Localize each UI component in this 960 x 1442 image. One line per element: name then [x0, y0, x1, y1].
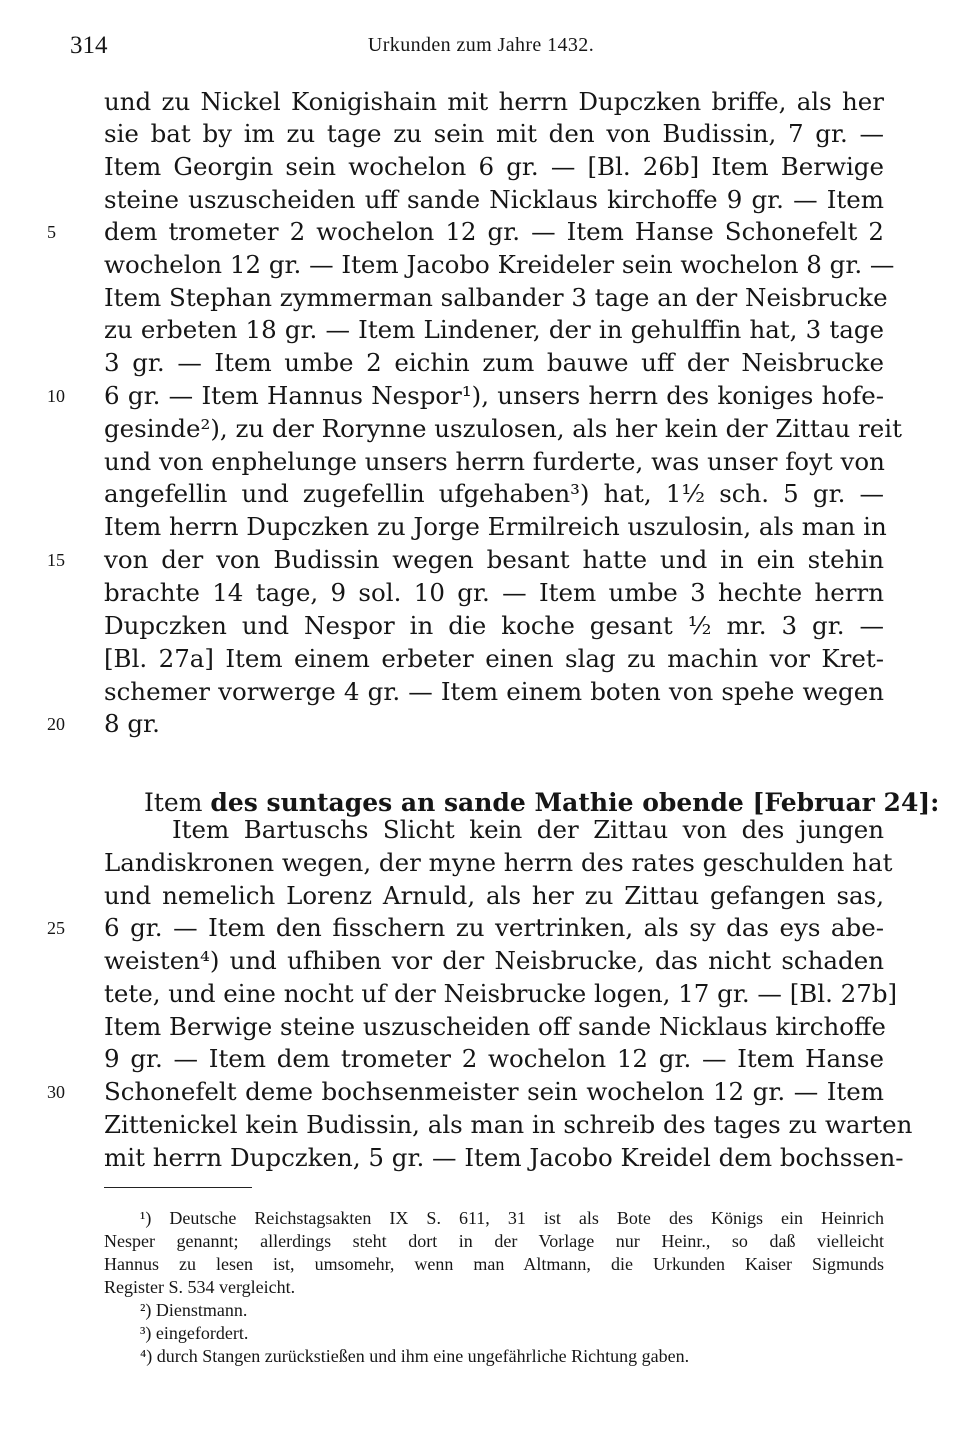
text-line: schemer vorwerge 4 gr. — Item einem boten von spehe wegen: [104, 677, 884, 706]
text-line: und zu Nickel Konigishain mit herrn Dupczken briffe, als her: [104, 87, 884, 116]
footnote-line: ³) eingefordert.: [140, 1323, 249, 1343]
footnote-line: Nesper genannt; allerdings steht dort in der Vorlage nur Heinr., so daß vielleicht: [104, 1231, 884, 1251]
line-number: 25: [47, 918, 65, 938]
running-head: Urkunden zum Jahre 1432.: [367, 34, 595, 56]
text-line: 3 gr. — Item umbe 2 eichin zum bauwe uff der Neisbrucke: [104, 348, 884, 377]
text-line: sie bat by im zu tage zu sein mit den von Budissin, 7 gr. —: [104, 119, 884, 148]
section-heading-title: des suntages an sande Mathie obende [Februar 24]:: [210, 788, 940, 817]
line-number: 5: [47, 222, 56, 242]
text-line: 6 gr. — Item Hannus Nespor¹), unsers herrn des koniges hofe-: [104, 381, 884, 410]
text-line: zu erbeten 18 gr. — Item Lindener, der in gehulffin hat, 3 tage: [104, 315, 884, 344]
text-line: Item Georgin sein wochelon 6 gr. — [Bl. 26b] Item Berwige: [104, 152, 884, 181]
text-line: [Bl. 27a] Item einem erbeter einen slag zu machin vor Kret-: [104, 644, 884, 673]
text-line: und nemelich Lorenz Arnuld, als her zu Zittau gefangen sas,: [104, 881, 884, 910]
footnote-line: ²) Dienstmann.: [140, 1300, 248, 1320]
footnote-line: ¹) Deutsche Reichstagsakten IX S. 611, 31 ist als Bote des Königs ein Heinrich: [140, 1208, 884, 1228]
page-number: 314: [70, 32, 108, 59]
text-line: Schonefelt deme bochsenmeister sein wochelon 12 gr. — Item: [104, 1077, 884, 1106]
text-line: wochelon 12 gr. — Item Jacobo Kreideler sein wochelon 8 gr. —: [104, 250, 895, 279]
text-line: tete, und eine nocht uf der Neisbrucke logen, 17 gr. — [Bl. 27b]: [104, 979, 898, 1008]
text-line: angefellin und zugefellin ufgehaben³) hat, 1½ sch. 5 gr. —: [104, 479, 884, 508]
text-line: brachte 14 tage, 9 sol. 10 gr. — Item umbe 3 hechte herrn: [104, 578, 884, 607]
text-line: weisten⁴) und ufhiben vor der Neisbrucke, das nicht schaden: [104, 946, 884, 975]
text-line: Zittenickel kein Budissin, als man in schreib des tages zu warten: [104, 1110, 913, 1139]
text-line: gesinde²), zu der Rorynne uszulosen, als her kein der Zittau reit: [104, 414, 902, 443]
line-number: 10: [47, 386, 65, 406]
text-line: mit herrn Dupczken, 5 gr. — Item Jacobo Kreidel dem bochssen-: [104, 1143, 904, 1172]
text-line: dem trometer 2 wochelon 12 gr. — Item Hanse Schonefelt 2: [104, 217, 884, 246]
line-number: 15: [47, 550, 65, 570]
text-line: 6 gr. — Item den fisschern zu vertrinken, als sy das eys abe-: [104, 913, 884, 942]
text-line: und von enphelunge unsers herrn furderte, was unser foyt von: [104, 447, 885, 476]
text-line: von der von Budissin wegen besant hatte und in ein stehin: [104, 545, 884, 574]
text-line: Dupczken und Nespor in die koche gesant ½ mr. 3 gr. —: [104, 611, 884, 640]
text-line: Item Berwige steine uszuscheiden off sande Nicklaus kirchoffe: [104, 1012, 886, 1041]
line-number: 30: [47, 1082, 65, 1102]
text-line: 9 gr. — Item dem trometer 2 wochelon 12 gr. — Item Hanse: [104, 1044, 884, 1073]
footnote-line: Hannus zu lesen ist, umsomehr, wenn man Altmann, die Urkunden Kaiser Sigmunds: [104, 1254, 884, 1274]
footnote-divider: [104, 1187, 252, 1188]
footnote-line: ⁴) durch Stangen zurückstießen und ihm eine ungefährliche Richtung gaben.: [140, 1346, 690, 1366]
line-number: 20: [47, 714, 65, 734]
text-line: Landiskronen wegen, der myne herrn des rates geschulden hat: [104, 848, 893, 877]
text-line: steine uszuscheiden uff sande Nicklaus kirchoffe 9 gr. — Item: [104, 185, 884, 214]
section-heading-prefix: Item: [144, 788, 211, 817]
text-line: 8 gr.: [104, 709, 160, 738]
text-line: Item Stephan zymmerman salbander 3 tage an der Neisbrucke: [104, 283, 888, 312]
page-header: [70, 30, 892, 66]
text-line: Item Bartuschs Slicht kein der Zittau von des jungen: [172, 815, 884, 844]
footnote-line: Register S. 534 vergleicht.: [104, 1277, 296, 1297]
text-line: Item herrn Dupczken zu Jorge Ermilreich uszulosin, als man in: [104, 512, 887, 541]
